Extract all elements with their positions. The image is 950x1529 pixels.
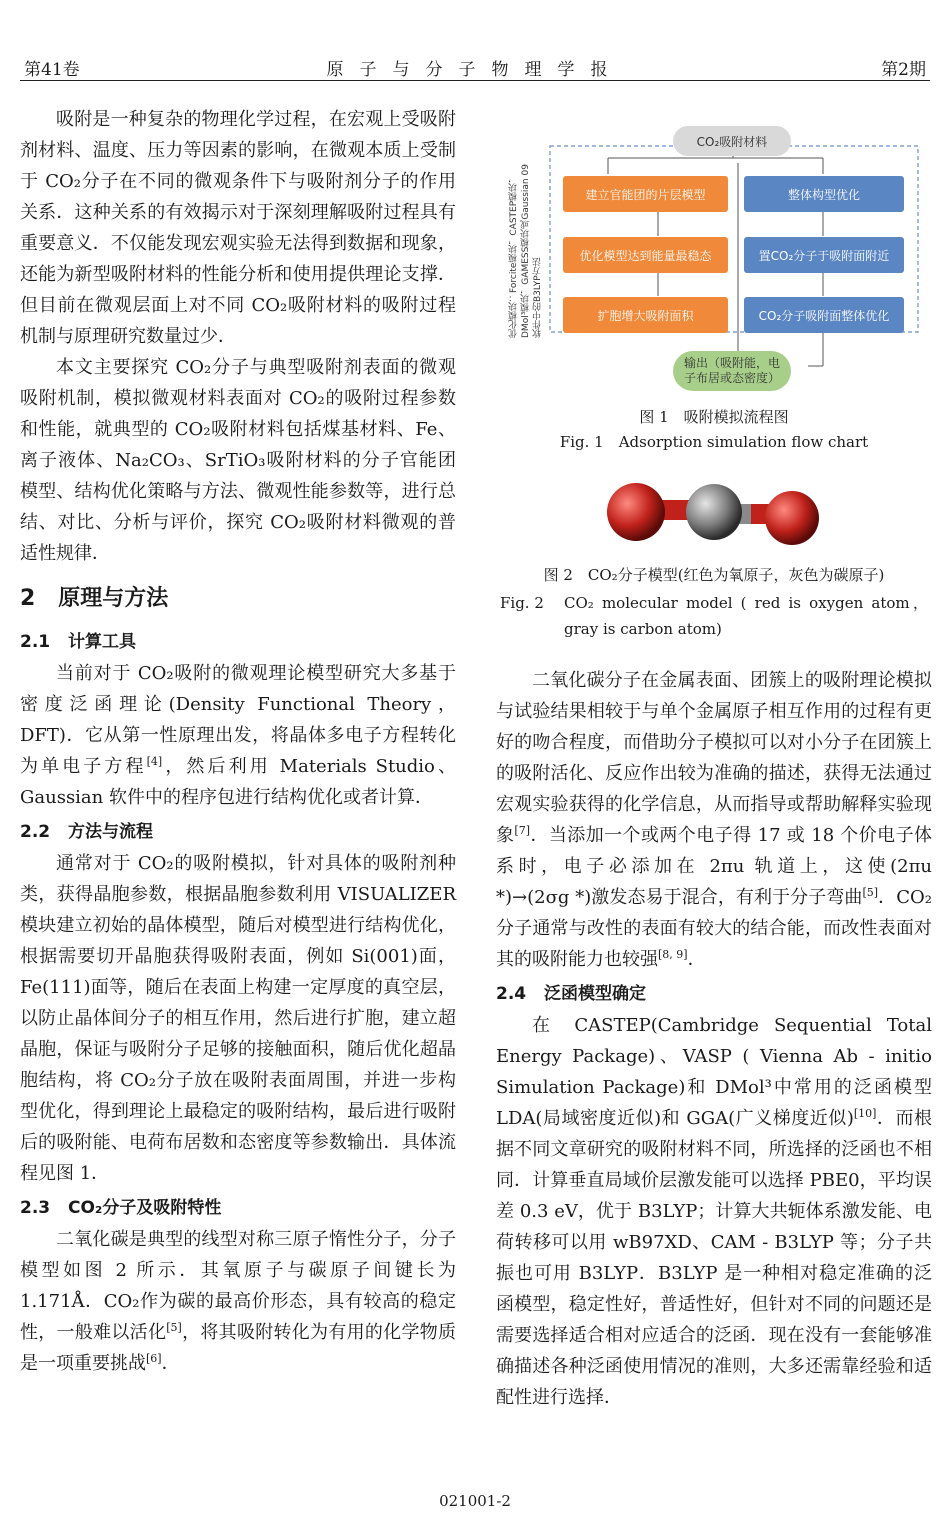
paragraph [20, 658, 456, 813]
text-run: 当前对于 CO₂吸附的微观理论模型研究大多基于密度泛函理论(Density Functional Theory，DFT)．它从第一性原理出发，将晶体多电子方程转化为单电子方程 [20, 663, 456, 777]
flow-node-output: 输出（吸附能，电子布居或态密度） [673, 351, 791, 391]
paragraph: 本文主要探究 CO₂分子与典型吸附剂表面的微观吸附机制，模拟微观材料表面对 CO₂的吸附过程参数和性能，就典型的 CO₂吸附材料包括煤基材料、Fe、离子液体、Na₂CO₃、SrTiO₃吸附材料的分子官能团模型、结构优化策略与方法、微观性能参数等，进行总结、对比、分析与评价，探究 CO₂吸附材料微观的普适性规律． [20, 357, 456, 564]
oxygen-atom [765, 491, 819, 545]
figure-1-caption-en: Fig. 1 Adsorption simulation flow chart [559, 433, 869, 451]
subsection-heading [496, 979, 932, 1010]
left-column [20, 104, 456, 1379]
citation: [8, 9] [658, 948, 688, 961]
subsection-title: CO₂分子及吸附特性 [68, 1198, 222, 1218]
subsection-title: 泛函模型确定 [544, 984, 646, 1004]
page-number: 021001-2 [439, 1492, 511, 1510]
paragraph [496, 665, 932, 975]
flow-side-note: 优化模块：Forcite模块，CASTEP模块，DMol³模块，GAMESS模块或Gaussian 09软件中的B3LYP方法 [509, 164, 543, 338]
subsection-number: 2.2 [20, 822, 51, 842]
citation: [4] [146, 755, 163, 768]
text-run: 在 CASTEP(Cambridge Sequential Total Energy Package)、VASP ( Vienna Ab - initio Simulation Package)和 DMol³中常用的泛函模型 LDA(局域密度近似)和 GGA(广义梯度近似) [496, 1015, 932, 1129]
section-number: 2 [20, 586, 36, 611]
flow-node-left-3: 扩胞增大吸附面积 [563, 297, 728, 333]
subsection-number: 2.3 [20, 1198, 51, 1218]
paragraph [20, 1224, 456, 1379]
subsection-heading [20, 817, 456, 848]
citation: [7] [514, 824, 531, 837]
paragraph: 吸附是一种复杂的物理化学过程，在宏观上受吸附剂材料、温度、压力等因素的影响，在微观本质上受制于 CO₂分子在不同的微观条件下与吸附剂分子的作用关系．这种关系的有效揭示对于深刻理解吸附过程具有重要意义．不仅能发现宏观实验无法得到数据和现象，还能为新型吸附材料的性能分析和使用提供理论支撑．但目前在微观层面上对不同 CO₂吸附材料的吸附过程机制与原理研究数量过少． [20, 109, 456, 347]
subsection-title: 计算工具 [68, 632, 136, 652]
text-run: ． [161, 1353, 180, 1374]
text-run: ．而根据不同文章研究的吸附材料不同，所选择的泛函也不相同．计算垂直局域价层激发能可以选择 PBE0，平均误差 0.3 eV，优于 B3LYP；计算大共轭体系激发能、电荷转移可以用 wB97XD、CAM - B3LYP 等；分子共振也可用 B3LYP．B3LYP 是一种相对稳定准确的泛函模型，稳定性好，普适性好，但针对不同的问题还是需要选择适合相对应适合的泛函．现在没有一套能够准确描述各种泛函使用情况的准则，大多还需靠经验和适配性进行选择． [496, 1108, 933, 1408]
text-run: 二氧化碳是典型的线型对称三原子惰性分子，分子模型如图 2 所示．其氧原子与碳原子间键长为 1.171Å．CO₂作为碳的最高价形态，具有较高的稳定性，一般难以活化 [20, 1229, 456, 1343]
flow-node-start: CO₂吸附材料 [673, 126, 791, 156]
journal-title: 原子与分子物理学报 [326, 60, 624, 80]
flow-node-right-2: 置CO₂分子于吸附面附近 [744, 237, 904, 273]
section-title: 原理与方法 [58, 586, 169, 611]
oxygen-atom [607, 483, 665, 541]
carbon-atom [686, 484, 742, 540]
text-run: 二氧化碳分子在金属表面、团簇上的吸附理论模拟与试验结果相较于与单个金属原子相互作用的过程有更好的吻合程度，而借助分子模拟可以对小分子在团簇上的吸附活化、反应作出较为准确的描述，获得无法通过宏观实验获得的化学信息，从而指导或帮助解释实验现象 [496, 670, 932, 846]
citation: [5] [862, 886, 879, 899]
figure-2-caption-cn: 图 2 CO₂分子模型(红色为氧原子，灰色为碳原子) [543, 566, 885, 584]
section-heading [20, 583, 456, 615]
figure-2-caption-text: CO₂ molecular model ( red is oxygen atom，gray is carbon atom) [564, 594, 928, 638]
right-column [496, 665, 932, 1413]
text-run: ．当添加一个或两个电子得 17 或 18 个价电子体系时，电子必添加在 2πu 轨道上，这使(2πu *)→(2σg *)激发态易于混合，有利于分子弯曲 [496, 825, 932, 908]
citation: [5] [166, 1321, 182, 1334]
figure-1-flowchart [508, 118, 928, 408]
subsection-heading [20, 627, 456, 658]
paragraph: 通常对于 CO₂的吸附模拟，针对具体的吸附剂种类，获得晶胞参数，根据晶胞参数利用 VISUALIZER 模块建立初始的晶体模型，随后对模型进行结构优化，根据需要切开晶胞获得吸附表面，例如 Si(001)面，Fe(111)面等，随后在表面上构建一定厚度的真空层，以防止晶体间分子的相互作用，然后进行扩胞，建立超晶胞，保证与吸附分子足够的接触面积，随后优化超晶胞结构，将 CO₂分子放在吸附表面周围，并进一步构型优化，得到理论上最稳定的吸附结构，最后进行吸附后的吸附能、电荷布居数和态密度等参数输出．具体流程见图 1． [20, 853, 456, 1184]
text-run: ．CO₂分子通常与改性的表面有较大的结合能，而改性表面对其的吸附能力也较强 [496, 887, 932, 970]
subsection-number: 2.1 [20, 632, 51, 652]
subsection-heading [20, 1193, 456, 1224]
citation: [10] [853, 1107, 877, 1120]
volume-label: 第41卷 [24, 60, 80, 80]
flow-node-left-2: 优化模型达到能量最稳态 [563, 237, 728, 273]
citation: [6] [146, 1352, 162, 1365]
paragraph [496, 1010, 932, 1413]
text-run: ． [687, 949, 706, 970]
figure-2-label: Fig. 2 [500, 594, 544, 612]
flow-node-left-1: 建立官能团的片层模型 [563, 176, 728, 212]
subsection-title: 方法与流程 [68, 822, 153, 842]
figure-2-caption-en [500, 590, 930, 642]
text-run: ，将其吸附转化为有用的化学物质是一项重要挑战 [20, 1322, 457, 1374]
header-rule [20, 80, 930, 81]
issue-label: 第2期 [881, 60, 926, 80]
flow-node-right-3: CO₂分子吸附面整体优化 [744, 297, 904, 333]
running-header [20, 55, 930, 81]
flow-node-right-1: 整体构型优化 [744, 176, 904, 212]
text-run: ，然后利用 Materials Studio、Gaussian 软件中的程序包进行结构优化或者计算． [20, 756, 456, 808]
figure-2-co2-molecule [596, 472, 832, 558]
figure-1-caption-cn: 图 1 吸附模拟流程图 [639, 408, 789, 426]
subsection-number: 2.4 [496, 984, 527, 1004]
